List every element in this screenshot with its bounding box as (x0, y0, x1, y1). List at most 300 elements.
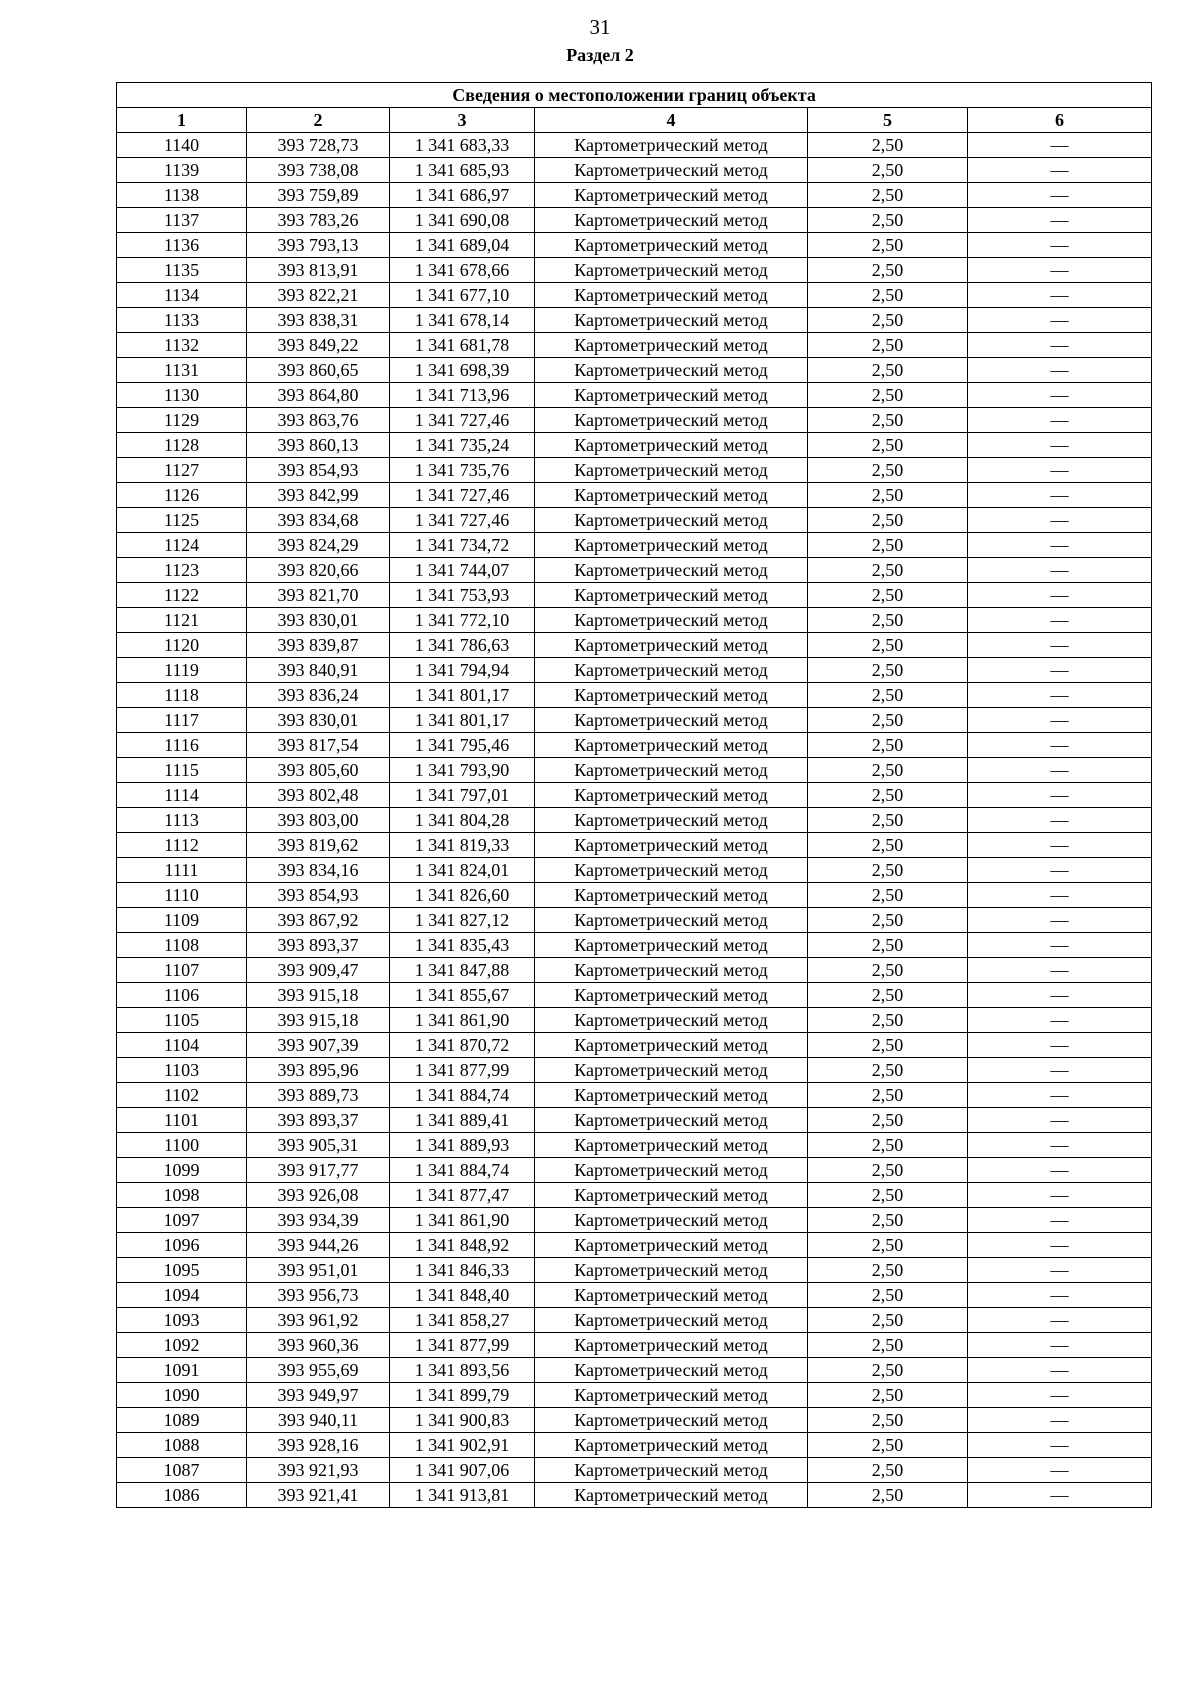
table-cell: 2,50 (808, 408, 968, 433)
table-cell: 2,50 (808, 1283, 968, 1308)
table-cell: 1 341 835,43 (390, 933, 535, 958)
table-cell: Картометрический метод (535, 633, 808, 658)
table-cell: Картометрический метод (535, 558, 808, 583)
table-cell: — (968, 508, 1152, 533)
table-cell: 1 341 877,47 (390, 1183, 535, 1208)
table-cell: 2,50 (808, 433, 968, 458)
table-cell: Картометрический метод (535, 408, 808, 433)
table-cell: 2,50 (808, 383, 968, 408)
table-cell: 1109 (117, 908, 247, 933)
table-row (117, 208, 1152, 233)
table-row (117, 1058, 1152, 1083)
table-cell: 1100 (117, 1133, 247, 1158)
table-cell: Картометрический метод (535, 1283, 808, 1308)
table-cell: 1 341 795,46 (390, 733, 535, 758)
table-cell: — (968, 408, 1152, 433)
table-row (117, 1183, 1152, 1208)
table-cell: 2,50 (808, 358, 968, 383)
table-cell: Картометрический метод (535, 183, 808, 208)
table-cell: 1108 (117, 933, 247, 958)
table-cell: Картометрический метод (535, 1383, 808, 1408)
table-cell: 393 951,01 (247, 1258, 390, 1283)
table-cell: 393 803,00 (247, 808, 390, 833)
table-cell: 1110 (117, 883, 247, 908)
table-cell: 1 341 858,27 (390, 1308, 535, 1333)
table-cell: 1088 (117, 1433, 247, 1458)
table-cell: 2,50 (808, 283, 968, 308)
table-cell: 393 817,54 (247, 733, 390, 758)
table-cell: 2,50 (808, 1333, 968, 1358)
column-header: 5 (808, 108, 968, 133)
table-row (117, 1358, 1152, 1383)
table-cell: 1 341 690,08 (390, 208, 535, 233)
table-cell: 393 956,73 (247, 1283, 390, 1308)
table-cell: Картометрический метод (535, 1033, 808, 1058)
table-cell: 2,50 (808, 1183, 968, 1208)
table-cell: Картометрический метод (535, 1133, 808, 1158)
table-cell: 1121 (117, 608, 247, 633)
table-cell: 393 863,76 (247, 408, 390, 433)
table-cell: 1131 (117, 358, 247, 383)
table-cell: 393 813,91 (247, 258, 390, 283)
table-cell: 393 895,96 (247, 1058, 390, 1083)
table-cell: 2,50 (808, 1483, 968, 1508)
table-row (117, 933, 1152, 958)
table-cell: Картометрический метод (535, 683, 808, 708)
table-cell: — (968, 1108, 1152, 1133)
table-row (117, 533, 1152, 558)
table-cell: — (968, 1483, 1152, 1508)
table-cell: 393 728,73 (247, 133, 390, 158)
table-cell: — (968, 833, 1152, 858)
table-row (117, 1308, 1152, 1333)
table-row (117, 483, 1152, 508)
table-cell: — (968, 783, 1152, 808)
table-cell: 1 341 907,06 (390, 1458, 535, 1483)
table-cell: 1 341 824,01 (390, 858, 535, 883)
table-cell: 1097 (117, 1208, 247, 1233)
table-cell: 1 341 827,12 (390, 908, 535, 933)
table-cell: 1 341 913,81 (390, 1483, 535, 1508)
table-cell: 2,50 (808, 983, 968, 1008)
table-cell: — (968, 1083, 1152, 1108)
table-cell: 1 341 801,17 (390, 683, 535, 708)
column-header: 3 (390, 108, 535, 133)
table-cell: 2,50 (808, 508, 968, 533)
table-cell: 1094 (117, 1283, 247, 1308)
table-cell: — (968, 183, 1152, 208)
table-cell: 1104 (117, 1033, 247, 1058)
table-cell: 393 842,99 (247, 483, 390, 508)
table-cell: 1116 (117, 733, 247, 758)
table-cell: — (968, 708, 1152, 733)
table-cell: 393 915,18 (247, 983, 390, 1008)
table-cell: 2,50 (808, 158, 968, 183)
table-cell: 1136 (117, 233, 247, 258)
table-cell: 393 836,24 (247, 683, 390, 708)
table-cell: 1 341 877,99 (390, 1333, 535, 1358)
table-cell: — (968, 583, 1152, 608)
table-cell: 1 341 877,99 (390, 1058, 535, 1083)
table-cell: Картометрический метод (535, 533, 808, 558)
table-cell: — (968, 308, 1152, 333)
table-cell: — (968, 258, 1152, 283)
table-cell: Картометрический метод (535, 208, 808, 233)
table-row (117, 958, 1152, 983)
table-cell: — (968, 433, 1152, 458)
table-cell: Картометрический метод (535, 1158, 808, 1183)
table-row (117, 1033, 1152, 1058)
table-cell: 1 341 744,07 (390, 558, 535, 583)
table-cell: Картометрический метод (535, 1258, 808, 1283)
table-cell: 1139 (117, 158, 247, 183)
table-cell: 1087 (117, 1458, 247, 1483)
table-cell: 393 928,16 (247, 1433, 390, 1458)
table-cell: 1 341 727,46 (390, 508, 535, 533)
table-cell: 2,50 (808, 333, 968, 358)
table-cell: — (968, 1183, 1152, 1208)
table-cell: 2,50 (808, 1133, 968, 1158)
table-cell: 1128 (117, 433, 247, 458)
table-cell: 393 955,69 (247, 1358, 390, 1383)
table-cell: 393 864,80 (247, 383, 390, 408)
table-cell: 393 854,93 (247, 458, 390, 483)
page-number: 31 (589, 15, 611, 39)
table-cell: 393 759,89 (247, 183, 390, 208)
table-cell: 2,50 (808, 1408, 968, 1433)
table-cell: 1 341 893,56 (390, 1358, 535, 1383)
table-cell: Картометрический метод (535, 958, 808, 983)
table-cell: Картометрический метод (535, 783, 808, 808)
table-cell: 2,50 (808, 633, 968, 658)
table-cell: 1 341 861,90 (390, 1208, 535, 1233)
table-cell: 393 860,65 (247, 358, 390, 383)
table-cell: — (968, 1433, 1152, 1458)
table-row (117, 158, 1152, 183)
table-cell: — (968, 733, 1152, 758)
column-header: 6 (968, 108, 1152, 133)
table-cell: Картометрический метод (535, 1308, 808, 1333)
table-cell: 1107 (117, 958, 247, 983)
table-cell: 1 341 855,67 (390, 983, 535, 1008)
table-cell: 1 341 848,92 (390, 1233, 535, 1258)
table-row (117, 783, 1152, 808)
table-cell: Картометрический метод (535, 608, 808, 633)
table-cell: — (968, 1158, 1152, 1183)
table-cell: 393 849,22 (247, 333, 390, 358)
table-cell: 1 341 713,96 (390, 383, 535, 408)
table-cell: — (968, 1458, 1152, 1483)
table-cell: 393 840,91 (247, 658, 390, 683)
table-cell: 1 341 698,39 (390, 358, 535, 383)
table-cell: 1092 (117, 1333, 247, 1358)
table-cell: — (968, 1233, 1152, 1258)
table-cell: 393 915,18 (247, 1008, 390, 1033)
table-cell: 1 341 902,91 (390, 1433, 535, 1458)
table-cell: 393 793,13 (247, 233, 390, 258)
table-cell: — (968, 1258, 1152, 1283)
table-cell: 393 921,41 (247, 1483, 390, 1508)
table-cell: Картометрический метод (535, 708, 808, 733)
table-cell: Картометрический метод (535, 483, 808, 508)
table-row (117, 633, 1152, 658)
table-cell: 1 341 681,78 (390, 333, 535, 358)
table-cell: 393 820,66 (247, 558, 390, 583)
table-row (117, 883, 1152, 908)
table-cell: Картометрический метод (535, 133, 808, 158)
table-cell: — (968, 533, 1152, 558)
table-row (117, 1083, 1152, 1108)
table-cell: — (968, 1333, 1152, 1358)
table-cell: 1 341 846,33 (390, 1258, 535, 1283)
table-cell: 2,50 (808, 1308, 968, 1333)
table-cell: — (968, 958, 1152, 983)
table-cell: 393 921,93 (247, 1458, 390, 1483)
table-cell: Картометрический метод (535, 983, 808, 1008)
table-cell: 1137 (117, 208, 247, 233)
table-cell: Картометрический метод (535, 1108, 808, 1133)
table-cell: Картометрический метод (535, 308, 808, 333)
table-cell: Картометрический метод (535, 1458, 808, 1483)
table-cell: 2,50 (808, 233, 968, 258)
column-header: 1 (117, 108, 247, 133)
table-cell: 1 341 884,74 (390, 1158, 535, 1183)
table-cell: 1 341 678,66 (390, 258, 535, 283)
table-cell: Картометрический метод (535, 933, 808, 958)
table-cell: 1 341 797,01 (390, 783, 535, 808)
table-cell: — (968, 933, 1152, 958)
table-cell: 1103 (117, 1058, 247, 1083)
table-cell: 1090 (117, 1383, 247, 1408)
table-cell: — (968, 983, 1152, 1008)
table-cell: 1 341 847,88 (390, 958, 535, 983)
table-cell: 1132 (117, 333, 247, 358)
table-cell: — (968, 1383, 1152, 1408)
table-cell: — (968, 1033, 1152, 1058)
table-cell: 1106 (117, 983, 247, 1008)
table-row (117, 1433, 1152, 1458)
table-cell: 2,50 (808, 708, 968, 733)
table-cell: 2,50 (808, 958, 968, 983)
table-row (117, 308, 1152, 333)
table-cell: 1112 (117, 833, 247, 858)
table-cell: — (968, 283, 1152, 308)
table-cell: 2,50 (808, 1233, 968, 1258)
table-cell: 1 341 848,40 (390, 1283, 535, 1308)
table-cell: — (968, 1058, 1152, 1083)
table-cell: 1134 (117, 283, 247, 308)
table-cell: — (968, 1208, 1152, 1233)
table-cell: 2,50 (808, 458, 968, 483)
table-row (117, 358, 1152, 383)
table-cell: 393 821,70 (247, 583, 390, 608)
table-cell: Картометрический метод (535, 833, 808, 858)
table-cell: 393 867,92 (247, 908, 390, 933)
table-row (117, 1258, 1152, 1283)
table-cell: — (968, 908, 1152, 933)
table-cell: 1 341 727,46 (390, 483, 535, 508)
table-row (117, 258, 1152, 283)
table-cell: 2,50 (808, 1258, 968, 1283)
table-cell: 2,50 (808, 808, 968, 833)
table-cell: 393 834,16 (247, 858, 390, 883)
table-cell: 2,50 (808, 933, 968, 958)
table-row (117, 1008, 1152, 1033)
table-cell: — (968, 658, 1152, 683)
table-cell: 1 341 727,46 (390, 408, 535, 433)
table-cell: Картометрический метод (535, 808, 808, 833)
table-cell: Картометрический метод (535, 658, 808, 683)
table-cell: 1 341 685,93 (390, 158, 535, 183)
table-row (117, 1158, 1152, 1183)
table-cell: 393 830,01 (247, 608, 390, 633)
table-cell: 2,50 (808, 733, 968, 758)
table-cell: Картометрический метод (535, 383, 808, 408)
table-cell: 1 341 899,79 (390, 1383, 535, 1408)
table-cell: 1 341 900,83 (390, 1408, 535, 1433)
table-row (117, 733, 1152, 758)
table-cell: 1118 (117, 683, 247, 708)
table-cell: 2,50 (808, 308, 968, 333)
table-row (117, 1333, 1152, 1358)
table-title: Сведения о местоположении границ объекта (117, 83, 1152, 108)
table-cell: 1096 (117, 1233, 247, 1258)
table-cell: 2,50 (808, 1433, 968, 1458)
table-cell: Картометрический метод (535, 1008, 808, 1033)
table-cell: 393 934,39 (247, 1208, 390, 1233)
table-cell: 2,50 (808, 558, 968, 583)
table-cell: 1117 (117, 708, 247, 733)
table-cell: 393 819,62 (247, 833, 390, 858)
table-cell: — (968, 158, 1152, 183)
table-cell: 2,50 (808, 208, 968, 233)
table-cell: 393 824,29 (247, 533, 390, 558)
table-cell: 393 893,37 (247, 933, 390, 958)
table-cell: 393 860,13 (247, 433, 390, 458)
table-cell: — (968, 1308, 1152, 1333)
table-cell: 393 907,39 (247, 1033, 390, 1058)
table-cell: — (968, 808, 1152, 833)
column-header: 4 (535, 108, 808, 133)
table-cell: 1130 (117, 383, 247, 408)
table-cell: — (968, 1133, 1152, 1158)
table-cell: — (968, 383, 1152, 408)
table-cell: 1133 (117, 308, 247, 333)
table-cell: — (968, 758, 1152, 783)
table-cell: — (968, 558, 1152, 583)
table-cell: 393 893,37 (247, 1108, 390, 1133)
table-cell: 393 738,08 (247, 158, 390, 183)
table-cell: 1099 (117, 1158, 247, 1183)
table-cell: Картометрический метод (535, 858, 808, 883)
table-cell: 1114 (117, 783, 247, 808)
table-cell: Картометрический метод (535, 1483, 808, 1508)
table-cell: 393 889,73 (247, 1083, 390, 1108)
table-cell: 1 341 801,17 (390, 708, 535, 733)
table-cell: 393 960,36 (247, 1333, 390, 1358)
table-cell: 1 341 677,10 (390, 283, 535, 308)
table-cell: Картометрический метод (535, 458, 808, 483)
table-row (117, 1383, 1152, 1408)
table-cell: 2,50 (808, 1083, 968, 1108)
table-cell: 1 341 683,33 (390, 133, 535, 158)
table-row (117, 1458, 1152, 1483)
table-cell: Картометрический метод (535, 758, 808, 783)
table-cell: 2,50 (808, 783, 968, 808)
table-cell: 1138 (117, 183, 247, 208)
table-row (117, 233, 1152, 258)
table-cell: 393 805,60 (247, 758, 390, 783)
table-cell: — (968, 458, 1152, 483)
table-cell: 1124 (117, 533, 247, 558)
table-cell: 1 341 686,97 (390, 183, 535, 208)
table-cell: 393 905,31 (247, 1133, 390, 1158)
table-cell: — (968, 1408, 1152, 1433)
table-cell: 1 341 735,76 (390, 458, 535, 483)
table-cell: 393 949,97 (247, 1383, 390, 1408)
table-cell: 1 341 889,93 (390, 1133, 535, 1158)
table-cell: Картометрический метод (535, 433, 808, 458)
table-row (117, 858, 1152, 883)
table-cell: — (968, 633, 1152, 658)
table-cell: 393 830,01 (247, 708, 390, 733)
table-row (117, 458, 1152, 483)
table-cell: 2,50 (808, 1358, 968, 1383)
table-row (117, 708, 1152, 733)
table-cell: 1125 (117, 508, 247, 533)
table-cell: 1126 (117, 483, 247, 508)
table-cell: — (968, 1358, 1152, 1383)
table-cell: Картометрический метод (535, 233, 808, 258)
table-cell: 393 839,87 (247, 633, 390, 658)
table-cell: 1115 (117, 758, 247, 783)
table-cell: 1086 (117, 1483, 247, 1508)
table-row (117, 133, 1152, 158)
table-row (117, 408, 1152, 433)
table-cell: 2,50 (808, 1383, 968, 1408)
table-cell: — (968, 483, 1152, 508)
table-cell: 2,50 (808, 1158, 968, 1183)
table-cell: 1 341 819,33 (390, 833, 535, 858)
table-cell: 393 834,68 (247, 508, 390, 533)
table-cell: 1111 (117, 858, 247, 883)
table-cell: 393 940,11 (247, 1408, 390, 1433)
table-cell: 1120 (117, 633, 247, 658)
table-cell: 1 341 753,93 (390, 583, 535, 608)
table-cell: 2,50 (808, 908, 968, 933)
table-cell: 1 341 678,14 (390, 308, 535, 333)
table-cell: — (968, 858, 1152, 883)
table-cell: — (968, 333, 1152, 358)
table-cell: Картометрический метод (535, 1408, 808, 1433)
table-cell: — (968, 883, 1152, 908)
table-cell: 1129 (117, 408, 247, 433)
table-cell: 1113 (117, 808, 247, 833)
table-cell: 1 341 804,28 (390, 808, 535, 833)
table-cell: Картометрический метод (535, 1058, 808, 1083)
table-cell: 1 341 734,72 (390, 533, 535, 558)
table-cell: 2,50 (808, 533, 968, 558)
table-row (117, 1133, 1152, 1158)
table-cell: — (968, 608, 1152, 633)
table-cell: Картометрический метод (535, 883, 808, 908)
table-row (117, 658, 1152, 683)
table-row (117, 1408, 1152, 1433)
table-cell: 1127 (117, 458, 247, 483)
table-cell: Картометрический метод (535, 258, 808, 283)
table-cell: — (968, 1283, 1152, 1308)
table-cell: 1093 (117, 1308, 247, 1333)
